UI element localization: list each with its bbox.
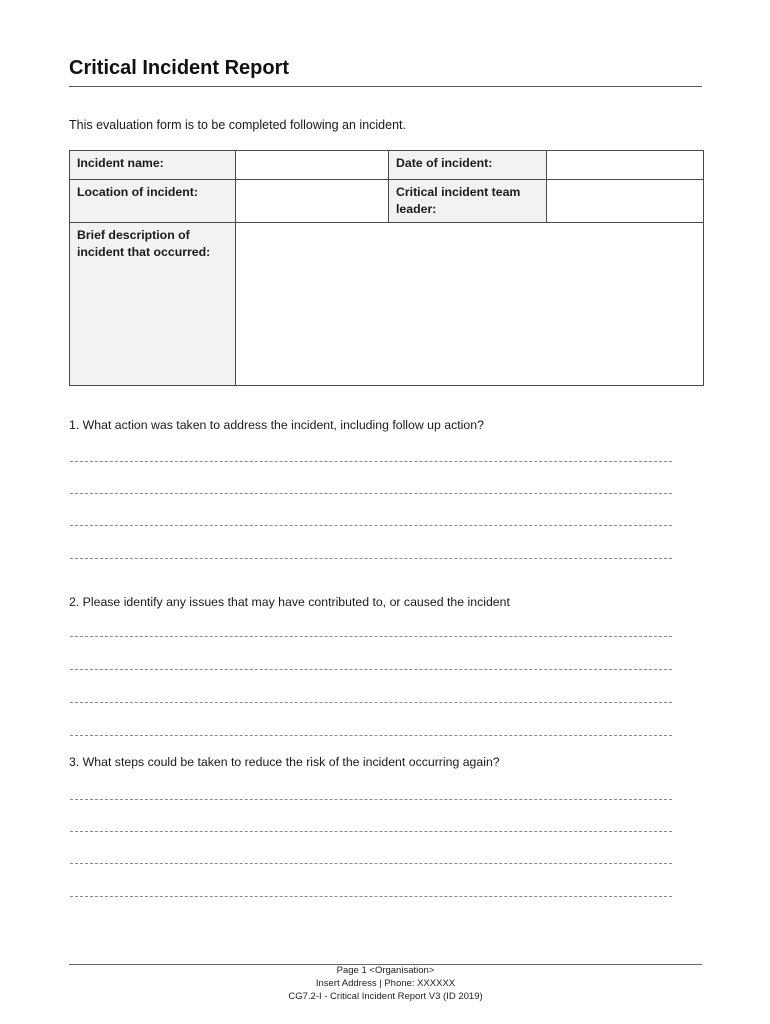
title-divider bbox=[69, 86, 702, 87]
answer-3-line-4[interactable] bbox=[70, 896, 672, 897]
footer-doc-id: CG7.2-I - Critical Incident Report V3 (ID 2019) bbox=[288, 991, 483, 1002]
date-of-incident-field[interactable] bbox=[547, 151, 704, 180]
incident-name-field[interactable] bbox=[236, 151, 389, 180]
answer-2-line-4[interactable] bbox=[70, 735, 672, 736]
answer-2-line-3[interactable] bbox=[70, 702, 672, 703]
answer-2-line-2[interactable] bbox=[70, 669, 672, 670]
question-2: 2. Please identify any issues that may have contributed to, or caused the incident bbox=[69, 595, 510, 609]
answer-1-line-3[interactable] bbox=[70, 525, 672, 526]
page-title: Critical Incident Report bbox=[69, 57, 290, 79]
answer-1-line-2[interactable] bbox=[70, 493, 672, 494]
answer-3-line-3[interactable] bbox=[70, 863, 672, 864]
intro-text: This evaluation form is to be completed following an incident. bbox=[69, 118, 406, 132]
footer-address: Insert Address | Phone: XXXXXX bbox=[315, 978, 456, 989]
description-field[interactable] bbox=[236, 223, 704, 386]
location-label: Location of incident: bbox=[70, 180, 236, 223]
answer-1-line-1[interactable] bbox=[70, 461, 672, 462]
description-label: Brief description of incident that occurred: bbox=[70, 223, 236, 386]
answer-1-line-4[interactable] bbox=[70, 558, 672, 559]
question-1: 1. What action was taken to address the incident, including follow up action? bbox=[69, 418, 484, 432]
date-of-incident-label: Date of incident: bbox=[389, 151, 547, 180]
answer-3-line-2[interactable] bbox=[70, 831, 672, 832]
incident-name-label: Incident name: bbox=[70, 151, 236, 180]
answer-2-line-1[interactable] bbox=[70, 636, 672, 637]
team-leader-label: Critical incident team leader: bbox=[389, 180, 547, 223]
question-3: 3. What steps could be taken to reduce the risk of the incident occurring again? bbox=[69, 755, 500, 769]
footer-page-org: Page 1 <Organisation> bbox=[336, 965, 435, 976]
answer-3-line-1[interactable] bbox=[70, 799, 672, 800]
team-leader-field[interactable] bbox=[547, 180, 704, 223]
incident-info-table bbox=[69, 150, 704, 386]
location-field[interactable] bbox=[236, 180, 389, 223]
